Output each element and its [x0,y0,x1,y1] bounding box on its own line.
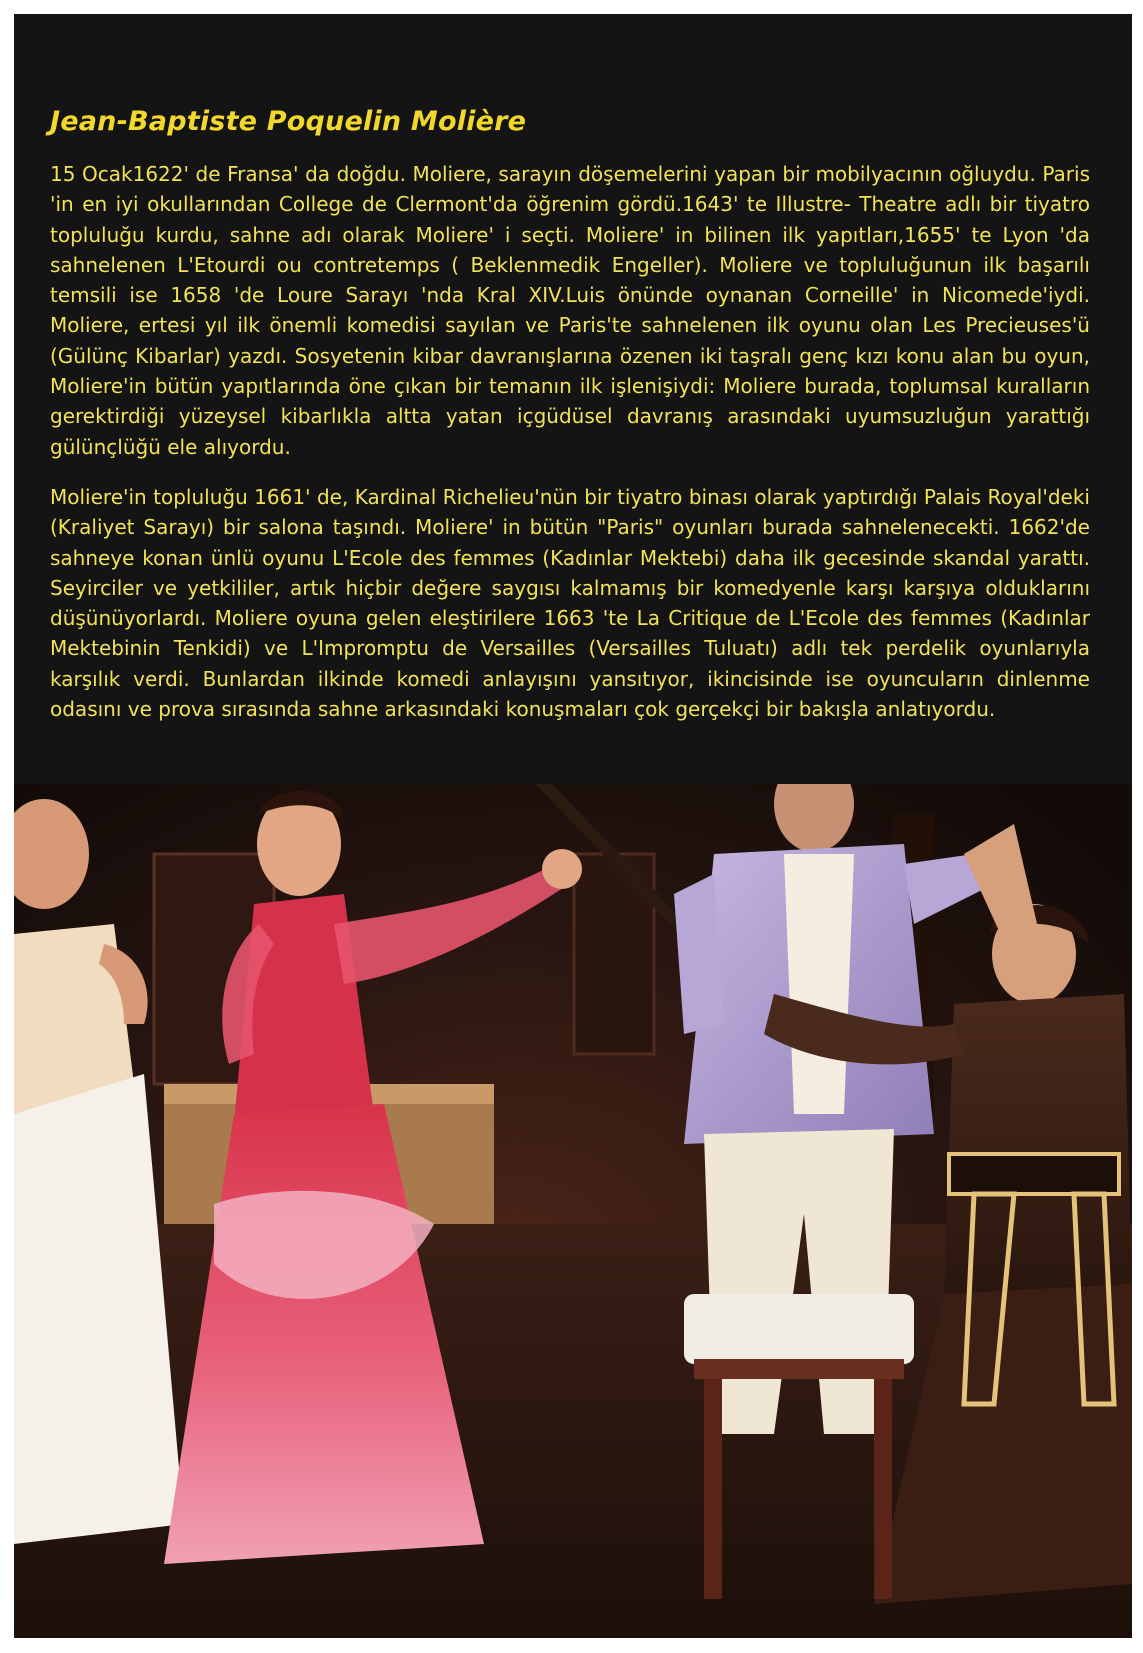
paragraph-2: Moliere'in topluluğu 1661' de, Kardinal Richelieu'nün bir tiyatro binası olarak yaptırdığı Palais Royal'deki (Kraliyet Sarayı) bir salona taşındı. Moliere' in bütün "Paris" oyunları burada sahnelenecekti. 1662'de sahneye konan ünlü oyunu L'Ecole des femmes (Kadınlar Mektebi) daha ilk gecesinde skandal yarattı. Seyirciler ve yetkililer, artık hiçbir değere saygısı kalmamış bir komedyenle karşı karşıya olduklarını düşünüyorlardı. Moliere oyuna gelen eleştirilere 1663 'te La Critique de L'Ecole des femmes (Kadınlar Mektebinin Tenkidi) ve L'Impromptu de Versailles (Versailles Tuluatı) adlı tek perdelik oyunlarıyla karşılık verdi. Bunlardan ilkinde komedi anlayışını yansıtıyor, ikincisinde ise oyuncuların dinlenme odasını ve prova sırasında sahne arkasındaki konuşmaları çok gerçekçi bir bakışla anlatıyordu. [50,484,1090,722]
paragraph-1: 15 Ocak1622' de Fransa' da doğdu. Moliere, sarayın döşemelerini yapan bir mobilyacının oğluydu. Paris 'in en iyi okullarından College de Clermont'da öğrenim gördü.1643' te Illustre- Theatre adlı bir tiyatro topluluğu kurdu, sahne adı olarak Moliere' i seçti. Moliere' in bilinen ilk yapıtları,1655' te Lyon 'da sahnelenen L'Etourdi ou contretemps ( Beklenmedik Engeller). Moliere ve topluluğunun ilk başarılı temsili ise 1658 'de Loure Sarayı 'nda Kral XIV.Luis önünde oynanan Corneille' in Nicomede'iydi. Moliere, ertesi yıl ilk önemli komedisi sayılan ve Paris'te sahnelenen ilk oyunu olan Les Precieuses'ü (Gülünç Kibarlar) yazdı. Sosyetenin kibar davranışlarına özenen iki taşralı genç kızı konu alan bu oyun, Moliere'in bütün yapıtlarında öne çıkan bir temanın ilk işlenişiydi: Moliere burada, toplumsal kuralların gerektirdiği yüzeysel kibarlıkla altta yatan içgüdüsel davranış arasındaki uyumsuzluğun yarattığı gülünçlüğü ele alıyordu. [50,162,1090,459]
document-page [14,14,1132,1638]
article-title: Jean-Baptiste Poquelin Molière [50,106,527,137]
stage-photo [14,784,1132,1638]
article-text [50,106,1090,744]
